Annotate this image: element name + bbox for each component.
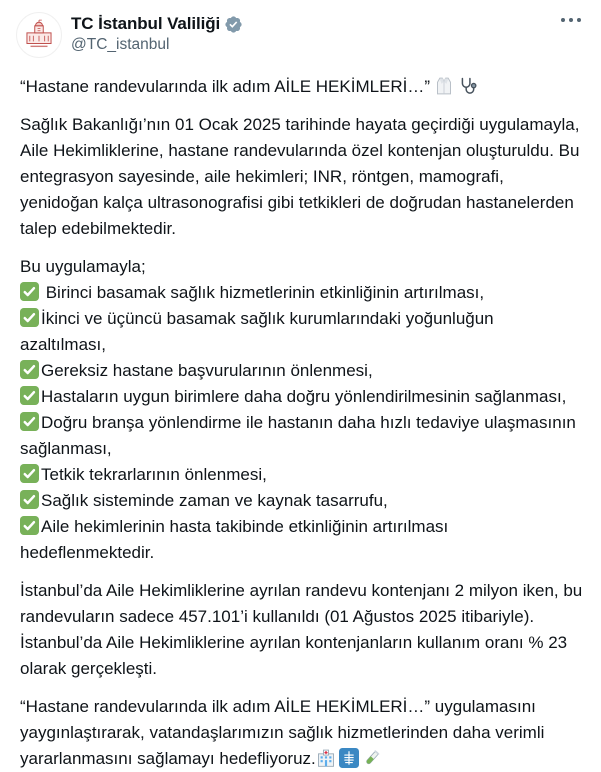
- opening-line: [20, 74, 583, 100]
- intro-paragraph: Sağlık Bakanlığı’nın 01 Ocak 2025 tarihinde hayata geçirdiği uygulamayla, Aile Hekimliklerine, hastane randevularında özel kontenjan oluşturuldu. Bu entegrasyon sayesinde, aile hekimleri; INR, röntgen, mamografi, yenidoğan kalça ultrasonografisi gibi tetkikleri de doğrudan hastanelerden talep edebilmektedir.: [20, 115, 580, 238]
- display-name[interactable]: TC İstanbul Valiliği: [71, 14, 221, 33]
- lab-coat-emoji-icon: [434, 76, 454, 96]
- check-mark-icon: [20, 386, 39, 405]
- hospital-emoji-icon: [316, 748, 336, 768]
- list-item-text: Doğru branşa yönlendirme ile hastanın daha hızlı tedaviye ulaşmasının sağlanması,: [20, 413, 576, 458]
- check-mark-icon: [20, 360, 39, 379]
- list-item: [20, 306, 583, 358]
- verified-badge-icon: [224, 15, 243, 34]
- user-handle[interactable]: @TC_istanbul: [71, 36, 170, 53]
- list-item: [20, 410, 583, 462]
- list-item-text: Aile hekimlerinin hasta takibinde etkinliğinin artırılması hedeflenmektedir.: [20, 517, 449, 562]
- stats-paragraph: İstanbul’da Aile Hekimliklerine ayrılan randevu kontenjanı 2 milyon iken, bu randevuların sadece 457.101’i kullanıldı (01 Ağustos 2025 itibariyle). İstanbul’da Aile Hekimliklerine ayrılan kontenjanların kullanım oranı % 23 olarak gerçekleşti.: [20, 581, 583, 678]
- list-item-text: İkinci ve üçüncü basamak sağlık kurumlarındaki yoğunluğun azaltılması,: [20, 309, 494, 354]
- more-button[interactable]: [551, 12, 583, 28]
- check-mark-icon: [20, 282, 39, 301]
- avatar[interactable]: [16, 12, 62, 58]
- list-item-text: Tetkik tekrarlarının önlenmesi,: [41, 465, 267, 484]
- opening-line-text: “Hastane randevularında ilk adım AİLE HEKİMLERİ…”: [20, 77, 431, 96]
- list-item: [20, 280, 583, 306]
- benefit-list: [20, 280, 583, 566]
- tweet-header: [0, 0, 601, 58]
- x-ray-emoji-icon: [339, 748, 359, 768]
- check-mark-icon: [20, 516, 39, 535]
- list-item: [20, 358, 583, 384]
- government-building-logo-icon: [22, 18, 56, 52]
- name-block: [71, 12, 551, 54]
- list-item-text: Sağlık sisteminde zaman ve kaynak tasarrufu,: [41, 491, 388, 510]
- list-item-text: Hastaların uygun birimlere daha doğru yönlendirilmesinin sağlanması,: [41, 387, 567, 406]
- list-heading: Bu uygulamayla;: [20, 257, 146, 276]
- test-tube-emoji-icon: [362, 748, 382, 768]
- list-item: [20, 462, 583, 488]
- check-mark-icon: [20, 490, 39, 509]
- check-mark-icon: [20, 412, 39, 431]
- list-item-text: Birinci basamak sağlık hizmetlerinin etkinliğinin artırılması,: [41, 283, 485, 302]
- tweet-text: [20, 74, 583, 772]
- closing-paragraph: [20, 694, 583, 772]
- more-icon: [561, 18, 581, 22]
- check-mark-icon: [20, 464, 39, 483]
- list-item: [20, 488, 583, 514]
- closing-paragraph-text: “Hastane randevularında ilk adım AİLE HEKİMLERİ…” uygulamasını yaygınlaştırarak, vatandaşlarımızın sağlık hizmetlerinden daha verimli yararlanmasını sağlamayı hedefliyoruz.: [20, 697, 545, 768]
- list-item: [20, 384, 583, 410]
- check-mark-icon: [20, 308, 39, 327]
- list-item-text: Gereksiz hastane başvurularının önlenmesi,: [41, 361, 373, 380]
- list-item: [20, 514, 583, 566]
- stethoscope-emoji-icon: [457, 76, 477, 96]
